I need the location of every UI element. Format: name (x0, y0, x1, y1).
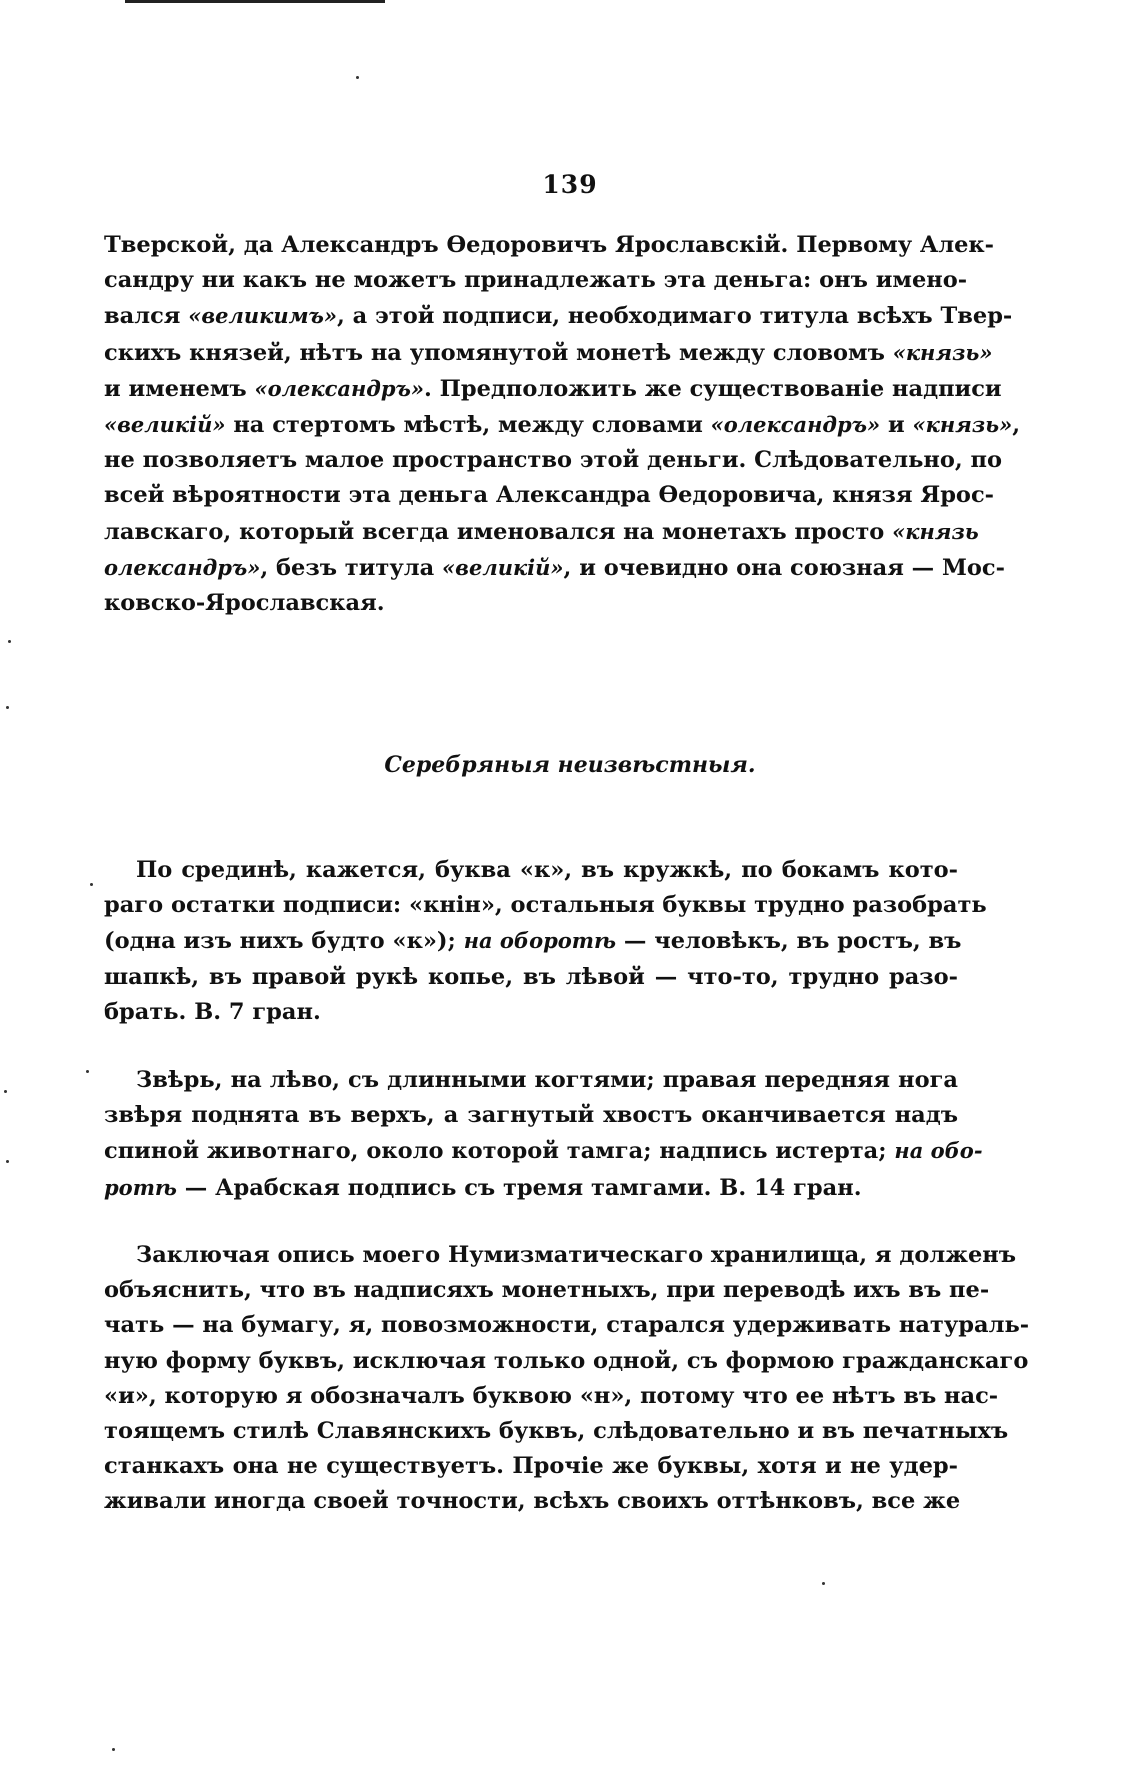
ink-speck (112, 1748, 115, 1751)
ink-speck (8, 640, 11, 643)
text-run: лавскаго, который всегда именовался на монетахъ просто (104, 518, 893, 545)
text-line (104, 960, 958, 995)
text-run: шапкѣ, въ правой рукѣ копье, въ лѣвой — что-то, трудно разо- (104, 963, 958, 990)
text-run: на стертомъ мѣстѣ, между словами (225, 412, 711, 439)
text-run: не позволяетъ малое пространство этой деньги. Слѣдовательно, по (104, 447, 1003, 474)
text-run: брать. В. 7 гран. (104, 998, 321, 1025)
italic-text: «олександръ» (710, 412, 881, 438)
ink-speck (86, 1070, 89, 1073)
text-run: (одна изъ нихъ будто «к»); (104, 928, 464, 955)
text-run: сандру ни какъ не можетъ принадлежать эта деньга: онъ имено- (104, 267, 968, 294)
text-run: , (1012, 412, 1021, 439)
text-run: , и очевидно она союзная — Мос- (563, 554, 1005, 581)
text-run: станкахъ она не существуетъ. Прочіе же буквы, хотя и не удер- (104, 1453, 958, 1480)
paragraph-coin-attribution (104, 228, 1021, 621)
paragraph-conclusion (104, 1238, 1030, 1520)
italic-text: «князь (892, 518, 979, 544)
text-line (104, 228, 995, 263)
text-run: Заключая опись моего Нумизматическаго хранилища, я долженъ (136, 1242, 1017, 1268)
ink-speck (6, 1160, 9, 1163)
ink-speck (822, 1582, 825, 1585)
text-line (104, 371, 1002, 407)
text-line (104, 1414, 1009, 1449)
text-line (104, 853, 958, 888)
text-run: ковско-Ярославская. (104, 590, 385, 617)
text-run: и именемъ (104, 375, 255, 402)
text-line (104, 407, 1021, 443)
text-run: тоящемъ стилѣ Славянскихъ буквъ, слѣдовательно и въ печатныхъ (104, 1418, 1009, 1445)
top-edge-rule (125, 0, 385, 3)
text-run: живали иногда своей точности, всѣхъ своихъ оттѣнковъ, все же (104, 1488, 961, 1515)
page-number: 139 (542, 170, 598, 199)
italic-text: «великій» (104, 412, 226, 438)
text-line (104, 995, 958, 1030)
text-run: По срединѣ, кажется, буква «к», въ кружкѣ, по бокамъ кото- (136, 857, 958, 883)
text-line (104, 1238, 1017, 1273)
italic-text: на обо- (894, 1138, 983, 1164)
italic-text: ротѣ (104, 1174, 177, 1200)
italic-text: «великій» (442, 554, 564, 580)
text-line (104, 443, 1003, 478)
ink-speck (4, 1090, 7, 1093)
text-run: Тверской, да Александръ Ѳедоровичъ Ярославскій. Первому Алек- (104, 232, 995, 258)
text-line (104, 888, 987, 923)
text-run: — Арабская подпись съ тремя тамгами. В. 14 гран. (176, 1174, 862, 1201)
text-run: , безъ титула (260, 554, 443, 581)
text-line (104, 478, 994, 513)
text-run: Звѣрь, на лѣво, съ длинными когтями; правая передняя нога (136, 1067, 958, 1093)
text-run: и (880, 412, 913, 439)
text-line (104, 1063, 958, 1098)
paragraph-coin-beast (104, 1063, 983, 1206)
text-run: спиной животнаго, около которой тамга; надпись истерта; (104, 1138, 895, 1165)
text-run: «и», которую я обозначалъ буквою «н», потому что ее нѣтъ въ нас- (104, 1382, 999, 1409)
text-run: всей вѣроятности эта деньга Александра Ѳедоровича, князя Ярос- (104, 482, 994, 509)
section-heading: Серебряныя неизвѣстныя. (384, 752, 756, 778)
text-line (104, 550, 1005, 586)
text-line (104, 298, 1013, 334)
italic-text: на оборотѣ (463, 928, 617, 954)
ink-speck (90, 883, 93, 886)
text-run: , а этой подписи, необходимаго титула всѣхъ Твер- (337, 303, 1013, 330)
ink-speck (6, 706, 9, 709)
text-line (104, 1379, 999, 1414)
text-run: объяснить, что въ надписяхъ монетныхъ, при переводѣ ихъ въ пе- (104, 1277, 990, 1304)
italic-text: «олександръ» (254, 375, 424, 401)
text-line (104, 1098, 958, 1133)
text-line (104, 263, 968, 298)
text-line (104, 1170, 958, 1206)
text-line (104, 1133, 983, 1169)
ink-speck (356, 76, 359, 79)
italic-text: «князь» (912, 412, 1013, 438)
text-run: чать — на бумагу, я, повозможности, старался удерживать натураль- (104, 1312, 1030, 1339)
italic-text: «князь» (892, 339, 993, 365)
text-line (104, 1273, 990, 1308)
text-run: скихъ князей, нѣтъ на упомянутой монетѣ между словомъ (104, 339, 893, 366)
text-run: раго остатки подписи: «кнін», остальныя буквы трудно разобрать (104, 892, 987, 919)
text-run: звѣря поднята въ верхъ, а загнутый хвостъ оканчивается надъ (104, 1102, 958, 1129)
text-line (104, 1308, 1030, 1343)
paragraph-coin-k (104, 853, 987, 1030)
text-line (104, 586, 958, 621)
text-run: ную форму буквъ, исключая только одной, съ формою гражданскаго (104, 1347, 1029, 1374)
text-run: . Предположить же существованіе надписи (423, 375, 1002, 402)
text-line (104, 335, 993, 371)
italic-text: олександръ» (104, 554, 261, 580)
text-line (104, 1344, 1029, 1379)
text-line (104, 923, 962, 959)
text-run: вался (104, 303, 189, 330)
text-line (104, 1449, 958, 1484)
text-line (104, 514, 979, 550)
italic-text: «великимъ» (188, 303, 337, 329)
text-line (104, 1484, 961, 1519)
text-run: — человѣкъ, въ ростъ, въ (616, 928, 962, 955)
